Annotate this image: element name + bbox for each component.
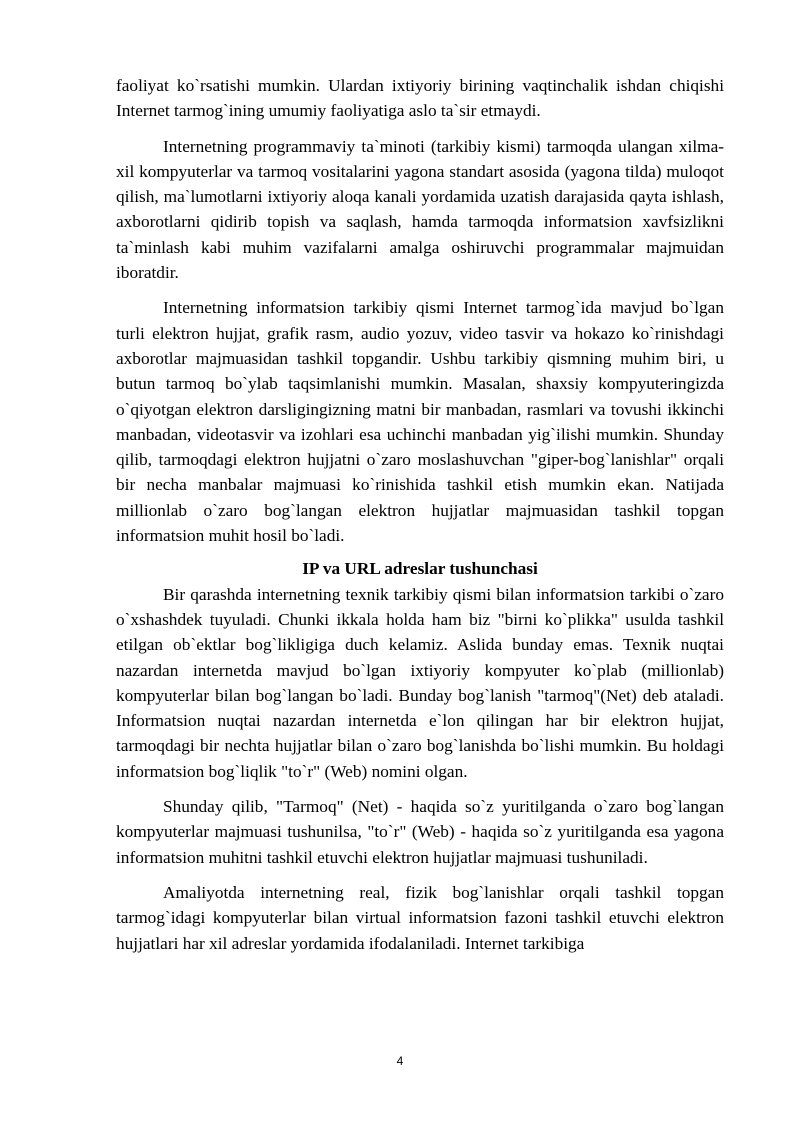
section-heading: IP va URL adreslar tushunchasi xyxy=(302,559,538,579)
paragraph-software: Internetning programmaviy ta`minoti (tarkibiy kismi) tarmoqda ulangan xilma-xil kompyuterlar va tarmoq vositalarini yagona standart asosida (yagona tilda) muloqot qilish, ma`lumotlarni ixtiyoriy aloqa kanali yordamida uzatish darajasida qayta ishlash, axborotlarni qidirib topish va saqlash, hamda tarmoqda informatsion xavfsizlikni ta`minlash kabi muhim vazifalarni amalga oshiruvchi programmalar majmuidan iboratdir. xyxy=(116,136,724,283)
paragraph-summary: Shunday qilib, "Tarmoq" (Net) - haqida so`z yuritilganda o`zaro bog`langan kompyuterlar majmuasi tushunilsa, "to`r" (Web) - haqida so`z yuritilganda esa yagona informatsion muhitni tashkil etuvchi elektron hujjatlar majmuasi tushuniladi. xyxy=(116,797,724,867)
paragraph-information: Internetning informatsion tarkibiy qismi Internet tarmog`ida mavjud bo`lgan turli elektron hujjat, grafik rasm, audio yozuv, video tasvir va hokazo ko`rinishdagi axborotlar majmuasidan tashkil topgandir. Ushbu tarkibiy qismning muhim biri, u butun tarmoq bo`ylab taqsimlanishi mumkin. Masalan, shaxsiy kompyuteringizda o`qiyotgan elektron darsligingizning matni bir manbadan, rasmlari va tovushi ikkinchi manbadan, videotasvir va izohlari esa uchinchi manbadan yig`ilishi mumkin. Shunday qilib, tarmoqdagi elektron hujjatni o`zaro moslashuvchan "giper-bog`lanishlar" orqali bir necha manbalar majmuasi ko`rinishida tashkil etish mumkin ekan. Natijada millionlab o`zaro bog`langan elektron hujjatlar majmuasidan tashkil topgan informatsion muhit hosil bo`ladi. xyxy=(116,298,724,546)
document-page xyxy=(116,73,724,956)
page-number: 4 xyxy=(396,1054,404,1068)
paragraph-continuation: faoliyat ko`rsatishi mumkin. Ulardan ixtiyoriy birining vaqtinchalik ishdan chiqishi Internet tarmog`ining umumiy faoliyatiga aslo ta`sir etmaydi. xyxy=(116,76,724,121)
paragraph-net-web: Bir qarashda internetning texnik tarkibiy qismi bilan informatsion tarkibi o`zaro o`xshashdek tuyuladi. Chunki ikkala holda ham biz "birni ko`plikka" usulda tashkil etilgan ob`ektlar bog`likligiga duch kelamiz. Aslida bunday emas. Texnik nuqtai nazardan internetda mavjud bo`lgan ixtiyoriy kompyuter ko`plab (millionlab) kompyuterlar bilan bog`langan bo`ladi. Bunday bog`lanish "tarmoq"(Net) deb ataladi. Informatsion nuqtai nazardan internetda e`lon qilingan har bir elektron hujjat, tarmoqdagi bir nechta hujjatlar bilan o`zaro bog`lanishda bo`lishi mumkin. Bu holdagi informatsion bog`liqlik "to`r" (Web) nomini olgan. xyxy=(116,584,724,781)
paragraph-addresses: Amaliyotda internetning real, fizik bog`lanishlar orqali tashkil topgan tarmog`idagi kompyuterlar bilan virtual informatsion fazoni tashkil etuvchi elektron hujjatlari har xil adreslar yordamida ifodalaniladi. Internet tarkibiga xyxy=(116,882,724,953)
